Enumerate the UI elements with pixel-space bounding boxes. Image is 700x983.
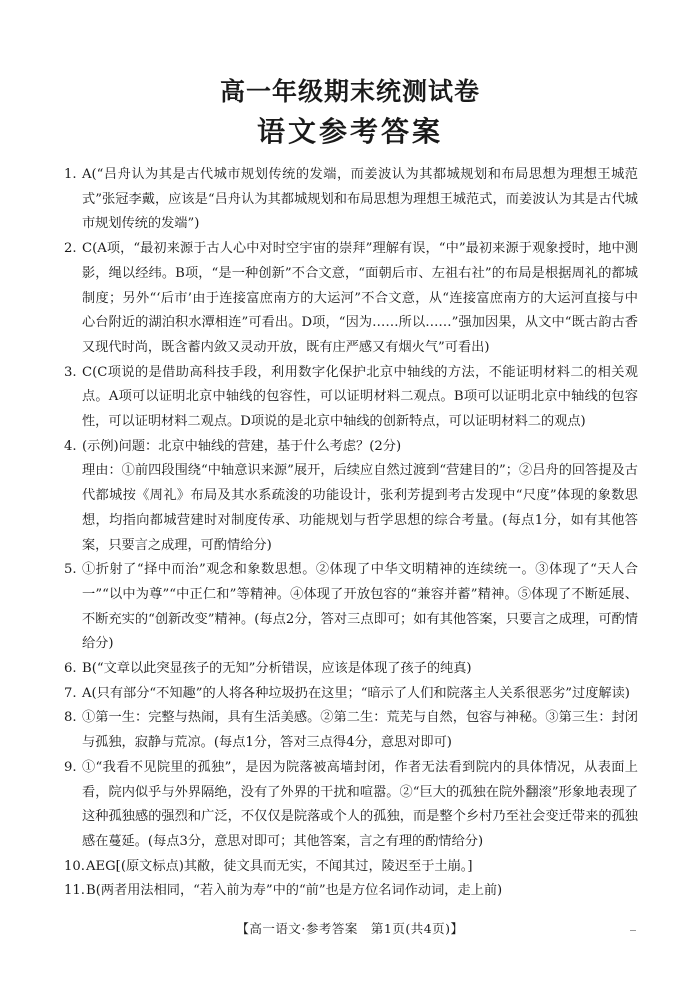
answer-text: ①“我看不见院里的孤独”，是因为院落被高墙封闭，作者无法看到院内的具体情况，从表面上看，院内似乎与外界隔绝，没有了外界的干扰和喧嚣。②“巨大的孤独在院外翻滚”形象地表现了这种孤独感的强烈和广泛，不仅仅是院落或个人的孤独，而是整个乡村乃至社会变迁带来的孤独感在蔓延。(每点3分，意思对即可；其他答案，言之有理的酌情给分) <box>82 759 638 849</box>
answer-number: 4. <box>64 438 77 454</box>
answer-text: B(两者用法相同，“若入前为寿”中的“前”也是方位名词作动词，走上前) <box>86 883 503 899</box>
answer-number: 11. <box>64 883 85 899</box>
answer-number: 9. <box>64 759 77 775</box>
answer-number: 5. <box>64 562 77 578</box>
answer-text: AEG[(原文标点)其敝，徒文具而无实，不闻其过，陵迟至于土崩。] <box>86 858 473 874</box>
page-footer: 【高一语文·参考答案 第1页(共4页)】 <box>236 921 464 936</box>
answer-text: A(只有部分“不知趣”的人将各种垃圾扔在这里；“暗示了人们和院落主人关系很恶劣”过度解读) <box>82 685 630 701</box>
answer-text: ①第一生：完整与热闹，具有生活美感。②第二生：荒芜与自然，包容与神秘。③第三生：封闭与孤独，寂静与荒凉。(每点1分，答对三点得4分，意思对即可) <box>82 710 638 751</box>
answer-item-11 <box>64 879 638 904</box>
answer-list <box>64 163 638 904</box>
answer-item-5 <box>64 558 638 657</box>
answer-item-4-reason: 理由：①前四段围绕“中轴意识来源”展开，后续应自然过渡到“营建目的”；②吕舟的回答提及古代都城按《周礼》布局及其水系疏浚的功能设计，张利芳提到考古发现中“尺度”体现的象数思想，均指向都城营建时对制度传承、功能规划与哲学思想的综合考量。(每点1分，如有其他答案，只要言之成理，可酌情给分) <box>82 463 638 553</box>
answer-text: A(“吕舟认为其是古代城市规划传统的发端，而姜波认为其都城规划和布局思想为理想王城范式”张冠李戴，应该是“吕舟认为其都城规划和布局思想为理想王城范式，而姜波认为其是古代城市规划传统的发端”) <box>82 167 638 232</box>
corner-mark <box>630 930 636 931</box>
answer-text: ①折射了“择中而治”观念和象数思想。②体现了中华文明精神的连续统一。③体现了“天人合一”“以中为尊”“中正仁和”等精神。④体现了开放包容的“兼容并蓄”精神。⑤体现了不断延展、不断充实的“创新改变”精神。(每点2分，答对三点即可；如有其他答案，只要言之成理，可酌情给分) <box>82 562 638 652</box>
answer-item-10 <box>64 855 638 880</box>
answer-item-9 <box>64 756 638 855</box>
answer-item-6 <box>64 657 638 682</box>
answer-text: C(A项，“最初来源于古人心中对时空宇宙的崇拜”理解有误，“中”最初来源于观象授时，地中测影，绳以经纬。B项，“是一种创新”不合文意，“面朝后市、左祖右社”的布局是根据周礼的都城制度；另外“‘后市’由于连接富庶南方的大运河”不合文意，从“连接富庶南方的大运河直接与中心台附近的湖泊积水潭相连”可看出。D项，“因为……所以……”强加因果，从文中“既古韵古香又现代时尚，既含蓄内敛又灵动开放，既有庄严感又有烟火气”可看出) <box>82 241 638 355</box>
answer-number: 10. <box>64 858 85 874</box>
exam-title: 高一年级期末统测试卷 <box>219 77 480 106</box>
answer-item-2 <box>64 237 638 361</box>
answer-number: 8. <box>64 710 77 726</box>
answer-number: 7. <box>64 685 77 701</box>
answer-item-7 <box>64 682 638 707</box>
answer-item-4 <box>64 435 638 460</box>
answer-text: (示例)问题：北京中轴线的营建，基于什么考虑？(2分) <box>82 438 402 454</box>
answer-text: B(“文章以此突显孩子的无知”分析错误，应该是体现了孩子的纯真) <box>82 661 472 677</box>
answer-number: 2. <box>64 241 77 257</box>
answer-item-1 <box>64 163 638 237</box>
answer-item-8 <box>64 706 638 755</box>
answer-number: 6. <box>64 661 77 677</box>
answer-text: C(C项说的是借助高科技手段，利用数字化保护北京中轴线的方法，不能证明材料二的相关观点。A项可以证明北京中轴线的包容性，可以证明材料二观点。B项可以证明北京中轴线的包容性，可以证明材料二观点。D项说的是北京中轴线的创新特点，可以证明材料二的观点) <box>82 364 638 430</box>
answer-number: 1. <box>64 167 77 182</box>
answer-item-3 <box>64 361 638 435</box>
answer-number: 3. <box>64 364 77 380</box>
answer-key-title: 语文参考答案 <box>256 115 443 148</box>
